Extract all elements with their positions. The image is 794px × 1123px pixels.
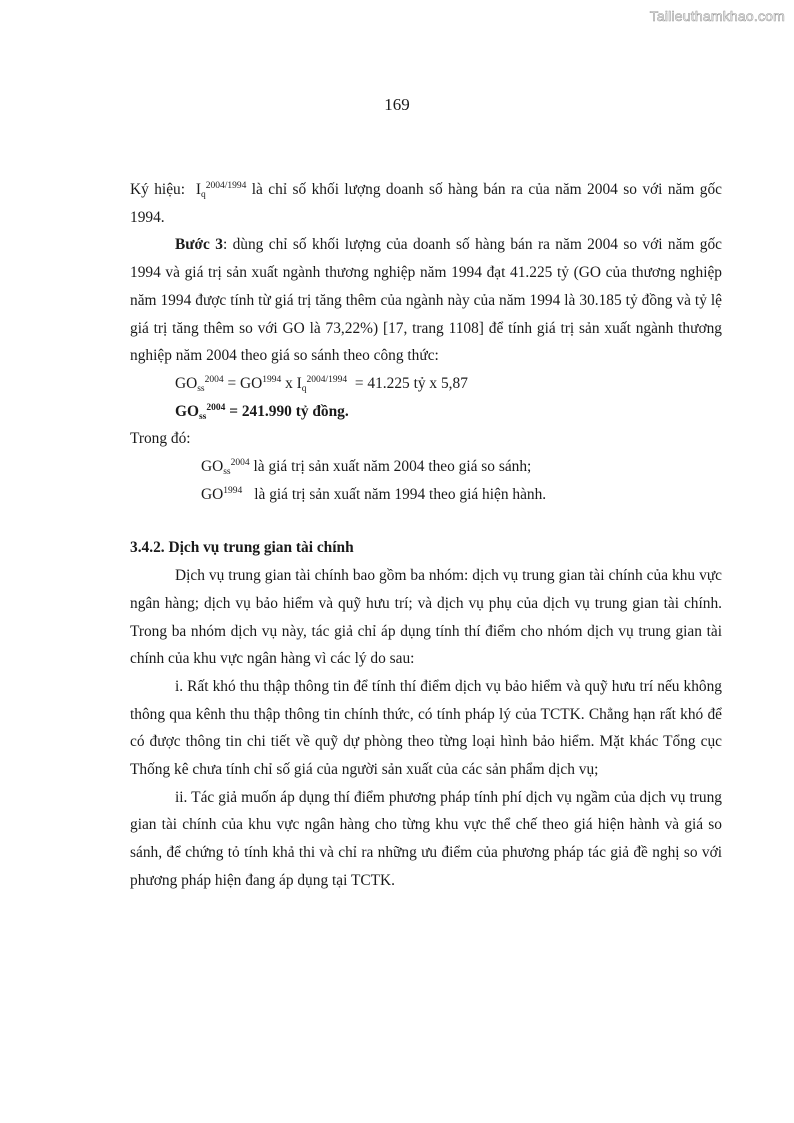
definition-go-ss-2004: $GO_{ss}^{2004}$ là giá trị sản xuất năm 2004 theo giá so sánh; <box>201 458 532 478</box>
formula-1: $GO_{ss}^{2004} = GO^{1994}$ x $I_q^{2004/1994} = 41.225$ tỷ x 5,87 <box>175 374 468 394</box>
paragraph-intro: Dịch vụ trung gian tài chính bao gồm ba nhóm: dịch vụ trung gian tài chính của khu vực ngân hàng; dịch vụ bảo hiểm và quỹ hưu trí; và dịch vụ phụ của dịch vụ trung gian tài chính. Trong ba nhóm dịch vụ này, tác giả chỉ áp dụng tính thí điểm cho nhóm dịch vụ trung gian tài chính của khu vực ngân hàng vì các lý do sau: <box>130 567 722 668</box>
symbol-label: Ký hiệu: <box>130 181 185 198</box>
formula-2: $GO_{ss}^{2004} = 241.990$ tỷ đồng. <box>175 402 349 422</box>
paragraph-reason-i: i. Rất khó thu thập thông tin để tính thí điểm dịch vụ bảo hiểm và quỹ hưu trí nếu không thông qua kênh thu thập thông tin chính thức, có tính pháp lý của TCTK. Chẳng hạn rất khó để có được thông tin chi tiết về quỹ dự phòng theo từng loại hình bảo hiểm. Mặt khác Tổng cục Thống kê chưa tính chỉ số giá của người sản xuất của các sản phẩm dịch vụ; <box>130 677 722 779</box>
where-label: Trong đó: <box>130 430 191 448</box>
index-symbol: $I_q^{2004/1994}$ <box>195 181 247 200</box>
step-text: : dùng chỉ số khối lượng của doanh số hàng bán ra năm 2004 so với năm gốc 1994 và giá trị sản xuất ngành thương nghiệp năm 1994 đạt 41.225 tỷ (GO của thương nghiệp năm 1994 được tính từ giá trị tăng thêm của ngành này của năm 1994 là 30.185 tỷ đồng và tỷ lệ giá trị tăng thêm so với GO là 73,22%) [17, trang 1108] để tính giá trị sản xuất ngành thương nghiệp năm 2004 theo giá so sánh theo công thức: <box>130 236 722 365</box>
step-label: Bước 3 <box>175 236 223 254</box>
definition-go-1994: $GO^{1994}$ là giá trị sản xuất năm 1994 theo giá hiện hành. <box>201 485 547 503</box>
document-body <box>130 176 722 895</box>
paragraph-symbol-definition <box>130 176 722 231</box>
watermark: Tailieuthamkhao.com <box>649 8 785 24</box>
paragraph-reason-ii: ii. Tác giả muốn áp dụng thí điểm phương pháp tính phí dịch vụ ngầm của dịch vụ trung gian tài chính của khu vực ngân hàng cho từng khu vực thể chế theo giá hiện hành và giá so sánh, để chứng tỏ tính khả thi và chỉ ra những ưu điểm của phương pháp tác giả đề nghị so với phương pháp hiện đang áp dụng tại TCTK. <box>130 788 722 889</box>
section-heading: 3.4.2. Dịch vụ trung gian tài chính <box>130 539 354 557</box>
paragraph-step-3 <box>130 231 722 370</box>
page-number: 169 <box>384 95 410 114</box>
symbol-description: là chỉ số khối lượng doanh số hàng bán ra của năm 2004 so với năm gốc 1994. <box>130 181 722 226</box>
